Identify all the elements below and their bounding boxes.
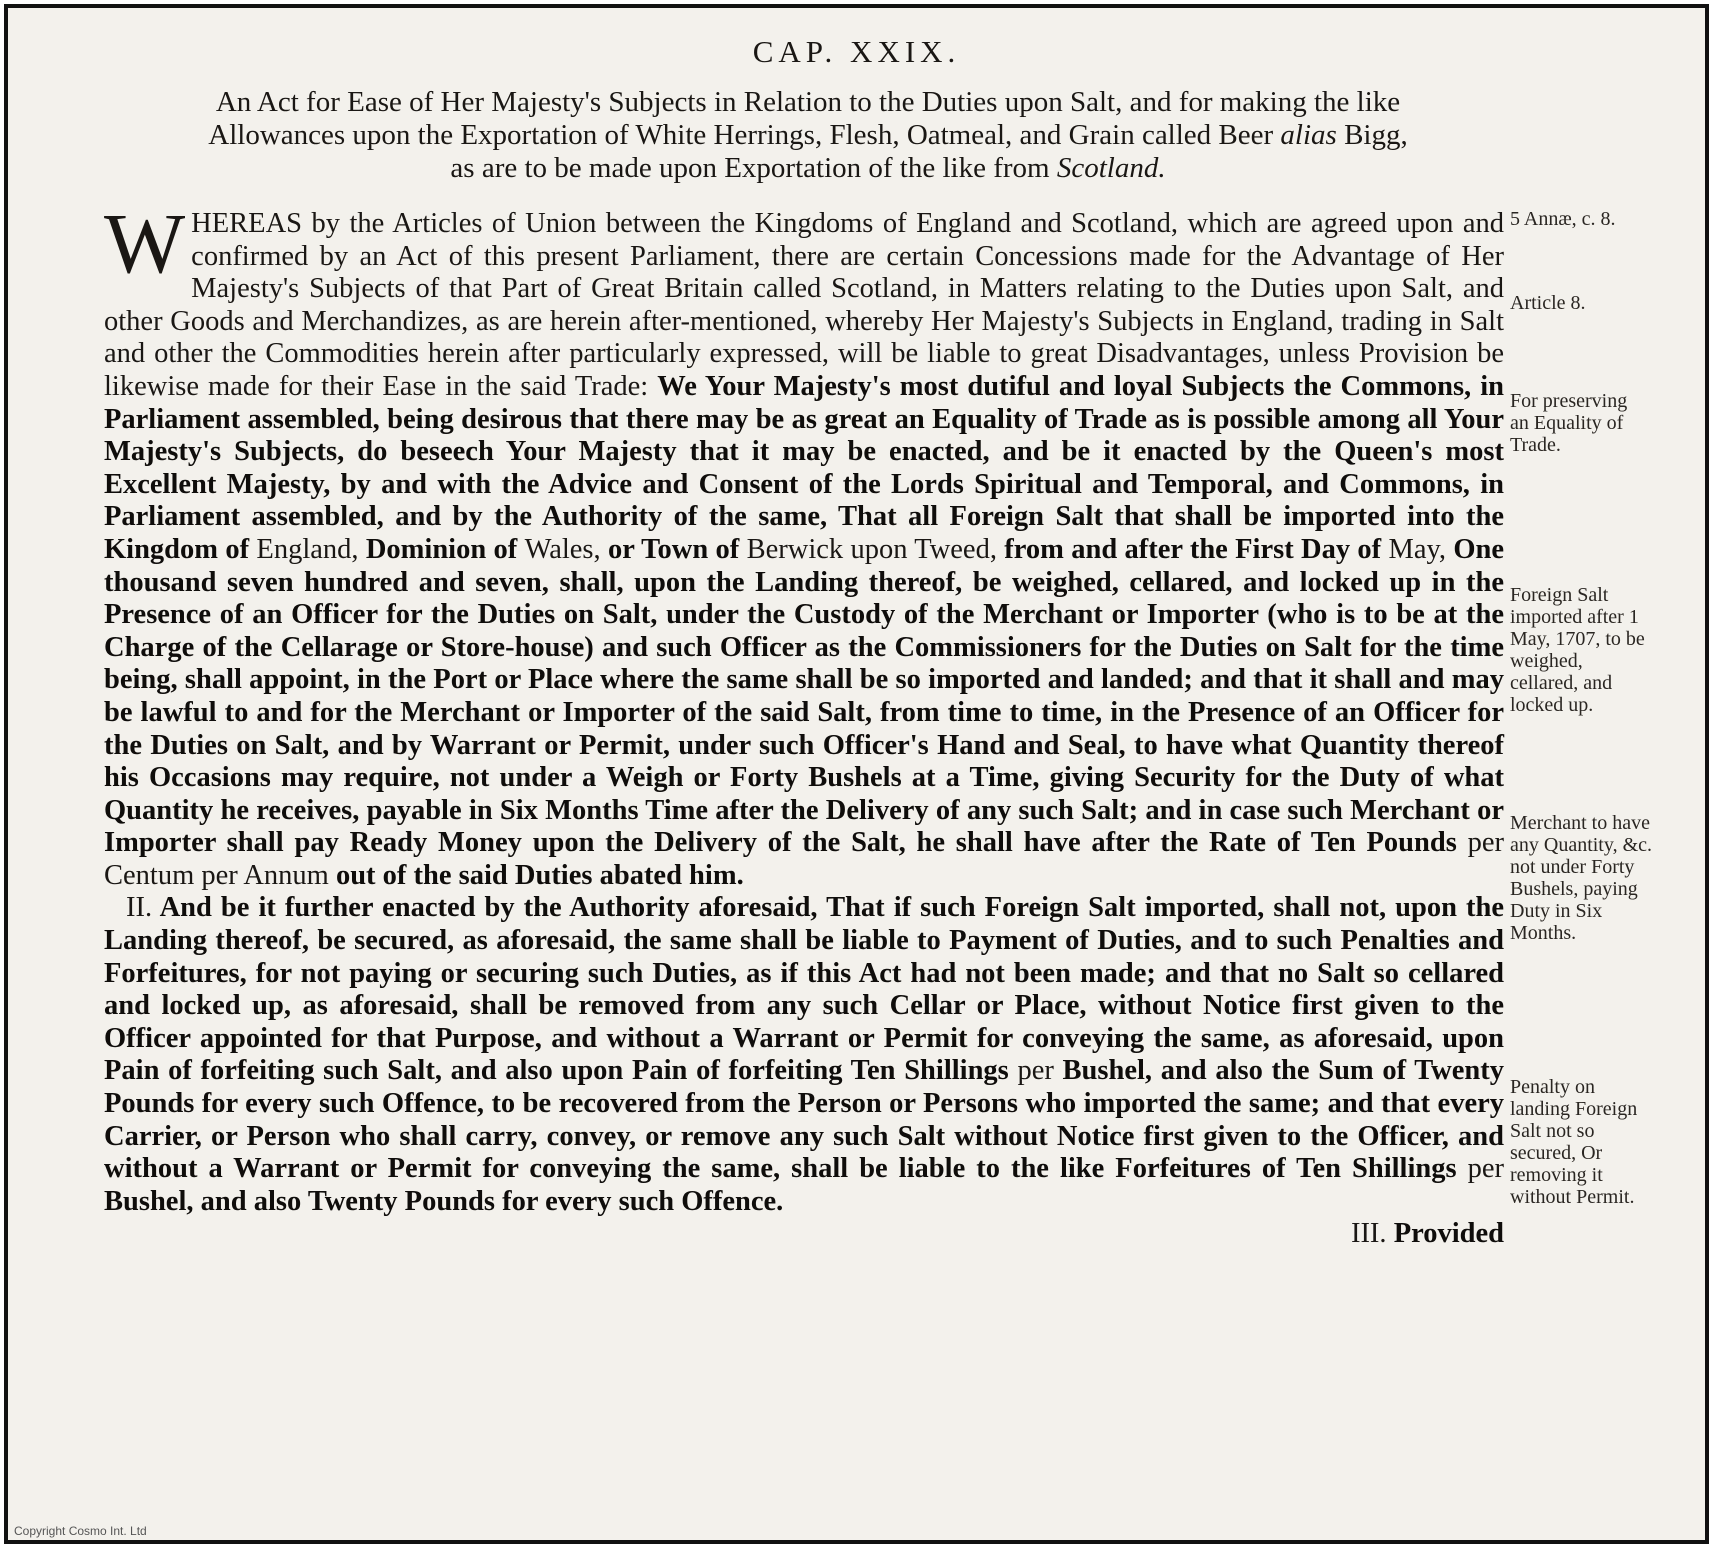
- drop-cap: W: [104, 195, 186, 291]
- roman-text-england: England,: [256, 533, 359, 565]
- act-title-line-3-text: as are to be made upon Exportation of the like from: [450, 152, 1057, 184]
- copyright-notice: Copyright Cosmo Int. Ltd: [14, 1524, 147, 1538]
- act-title-line-2: [98, 119, 1518, 152]
- section-2-per-2: per: [1467, 1153, 1504, 1185]
- page-frame: [4, 4, 1709, 1544]
- blackletter-text-6: out of the said Duties abated him.: [328, 859, 744, 891]
- roman-text-berwick: Berwick upon Tweed,: [746, 533, 997, 565]
- roman-text-per-centum: per Centum per Annum: [104, 827, 1504, 891]
- act-title-line-2-text-a: Allowances upon the Exportation of White Herrings, Flesh, Oatmeal, and Grain called Beer: [208, 119, 1281, 151]
- margin-note-article: Article 8.: [1510, 292, 1586, 314]
- act-title-scotland: Scotland.: [1056, 152, 1166, 184]
- blackletter-text-3: or Town of: [600, 533, 747, 565]
- act-body: [104, 195, 1504, 1251]
- margin-note-merchant: Merchant to have any Quantity, &c. not under Forty Bushels, paying Duty in Six Months.: [1510, 812, 1653, 944]
- section-2-text-1: And be it further enacted by the Authority aforesaid, That if such Foreign Salt imported, shall not, upon the Landing thereof, be secured, as aforesaid, the same shall be liable to Payment of Duties, and to such Penalties and Forfeitures, for not paying or securing such Duties, as if this Act had not been made; and that no Salt so cellared and locked up, as aforesaid, shall be removed from any such Cellar or Place, without Notice first given to the Officer appointed for that Purpose, and without a Warrant or Permit for conveying the same, as aforesaid, upon Pain of forfeiting such Salt, and also upon Pain of forfeiting Ten Shillings: [104, 892, 1504, 1087]
- margin-note-penalty: Penalty on landing Foreign Salt not so secured, Or removing it without Permit.: [1510, 1076, 1638, 1208]
- roman-text-wales: Wales,: [524, 533, 601, 565]
- act-title-line-1-text: An Act for Ease of Her Majesty's Subjects in Relation to the Duties upon Salt, and for making the like: [215, 86, 1401, 118]
- section-2-per-1: per: [1017, 1055, 1054, 1087]
- blackletter-text-5: One thousand seven hundred and seven, shall, upon the Landing thereof, be weighed, cellared, and locked up in the Presence of an Officer for the Duties on Salt, under the Custody of the Merchant or Importer (who is to be at the Charge of the Cellarage or Store-house) and such Officer as the Commissioners for the Duties on Salt for the time being, shall appoint, in the Port or Place where the same shall be so imported and landed; and that it shall and may be lawful to and for the Merchant or Importer of the said Salt, from time to time, in the Presence of an Officer for the Duties on Salt, and by Warrant or Permit, under such Officer's Hand and Seal, to have what Quantity thereof his Occasions may require, not under a Weigh or Forty Bushels at a Time, giving Security for the Duty of what Quantity he receives, payable in Six Months Time after the Delivery of any such Salt; and in case such Merchant or Importer shall pay Ready Money upon the Delivery of the Salt, he shall have after the Rate of Ten Pounds: [104, 533, 1504, 859]
- section-number-2: II.: [126, 892, 153, 924]
- paragraph-2: [104, 892, 1504, 1218]
- section-2-text-2: Bushel, and also the Sum of Twenty Pounds for every such Offence, to be recovered from the Person or Persons who imported the same; and that every Carrier, or Person who shall carry, convey, or remove any such Salt without Notice first given to the Officer, and without a Warrant or Permit for conveying the same, shall be liable to the like Forfeitures of Ten Shillings: [104, 1055, 1504, 1185]
- act-title: [98, 86, 1518, 185]
- catchword: [104, 1218, 1504, 1251]
- section-2-text-3: Bushel, and also Twenty Pounds for every such Offence.: [104, 1185, 784, 1217]
- blackletter-text-2: Dominion of: [358, 533, 525, 565]
- catchword-provided: Provided: [1386, 1218, 1504, 1250]
- paragraph-1: [104, 195, 1504, 892]
- blackletter-text-4: from and after the First Day of: [996, 533, 1389, 565]
- margin-note-foreign-salt: Foreign Salt imported after 1 May, 1707, to be weighed, cellared, and locked up.: [1510, 584, 1645, 716]
- roman-text-may: May,: [1388, 533, 1446, 565]
- chapter-heading: CAP. XXIX.: [752, 34, 961, 69]
- preamble-text: HEREAS by the Articles of Union between the Kingdoms of England and Scotland, which are agreed upon and confirmed by an Act of this present Parliament, there are certain Concessions made for the Advantage of Her Majesty's Subjects of that Part of Great Britain called Scotland, in Matters relating to the Duties upon Salt, and other Goods and Merchandizes, as are herein after-mentioned, whereby Her Majesty's Subjects in England, trading in Salt and other the Commodities herein after particularly expressed, will be liable to great Disadvantages, unless Provision be likewise made for their Ease in the said Trade:: [104, 208, 1504, 402]
- act-title-line-1: [98, 86, 1518, 119]
- act-title-line-3: [98, 152, 1518, 185]
- act-title-alias: alias: [1280, 119, 1337, 151]
- section-number-3: III.: [1350, 1218, 1387, 1250]
- act-title-line-2-text-b: Bigg,: [1336, 119, 1408, 151]
- margin-note-equality: For preserving an Equality of Trade.: [1510, 390, 1628, 456]
- blackletter-text-1: We Your Majesty's most dutiful and loyal Subjects the Commons, in Parliament assembled, being desirous that there may be as great an Equality of Trade as is possible among all Your Majesty's Subjects, do beseech Your Majesty that it may be enacted, and be it enacted by the Queen's most Excellent Majesty, by and with the Advice and Consent of the Lords Spiritual and Temporal, and Commons, in Parliament assembled, and by the Authority of the same, That all Foreign Salt that shall be imported into the Kingdom of: [104, 370, 1504, 565]
- margin-note-statute: 5 Annæ, c. 8.: [1510, 208, 1616, 230]
